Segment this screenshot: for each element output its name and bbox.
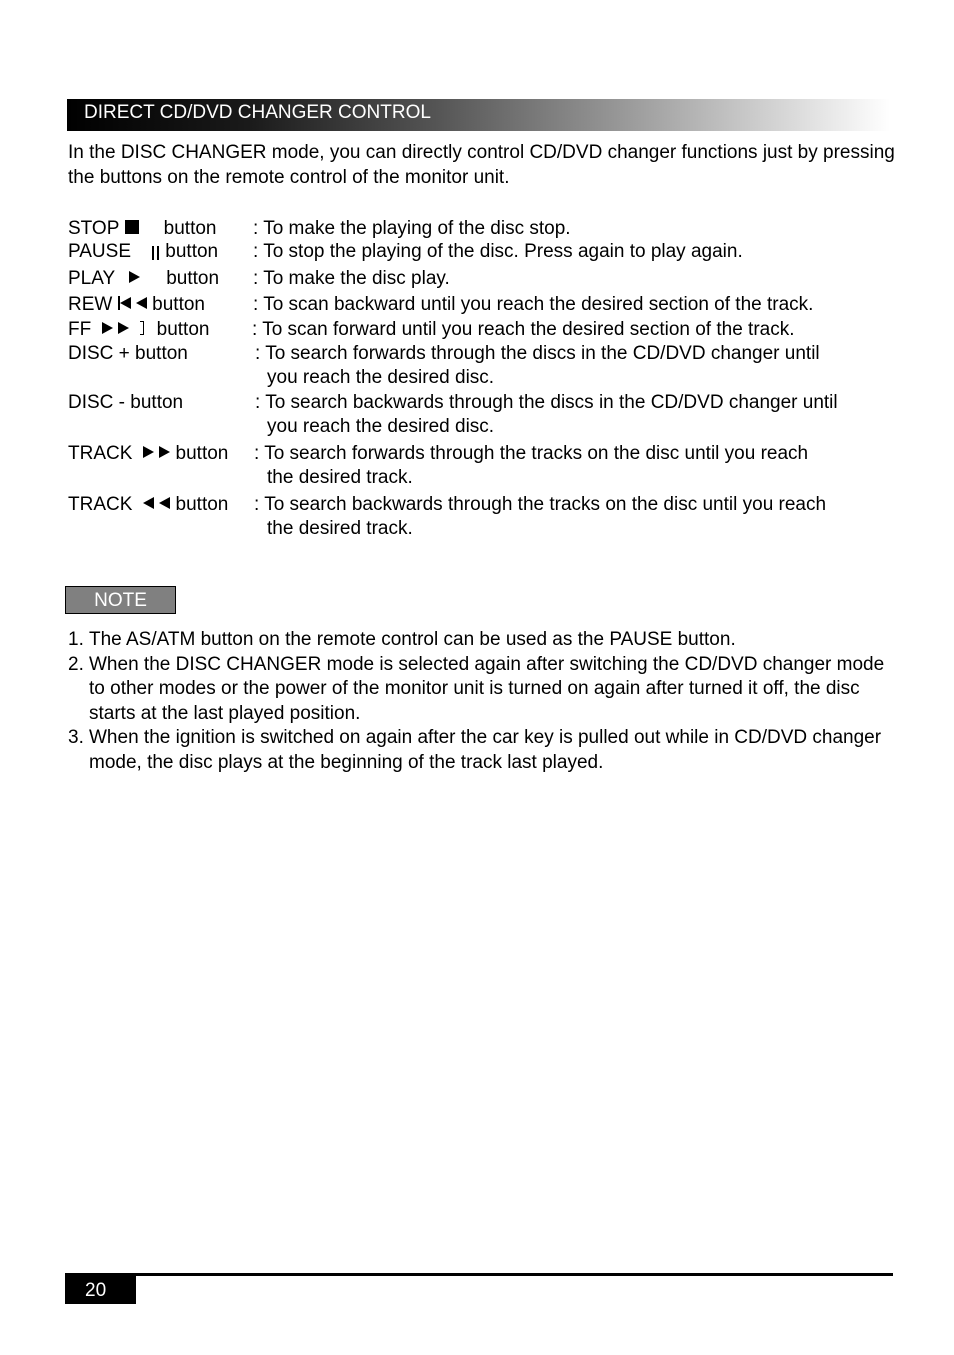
control-name: STOP xyxy=(68,218,120,239)
control-name: PLAY xyxy=(68,268,116,289)
control-label xyxy=(68,217,217,241)
pause-bars-icon xyxy=(151,246,160,260)
control-name: PAUSE xyxy=(68,241,132,262)
control-word: button xyxy=(156,319,210,340)
section-header: DIRECT CD/DVD CHANGER CONTROL xyxy=(67,99,890,131)
note-text: When the ignition is switched on again after the car key is pulled out while in CD/DVD changer mode, the disc plays at the beginning of the track last played. xyxy=(89,727,882,773)
control-name: REW xyxy=(68,294,113,315)
note-number: 3. xyxy=(68,727,84,748)
note-number: 2. xyxy=(68,653,84,675)
control-word: button xyxy=(175,443,229,464)
note-list xyxy=(68,628,898,775)
control-description: : To search forwards through the discs in the CD/DVD changer until xyxy=(255,343,820,364)
control-description: : To stop the playing of the disc. Press again to play again. xyxy=(253,241,743,262)
control-description: : To search backwards through the tracks on the disc until you reach xyxy=(254,494,827,515)
rewind-icon xyxy=(118,294,147,315)
control-description: : To search backwards through the discs in the CD/DVD changer until xyxy=(255,392,838,413)
control-label xyxy=(68,493,228,517)
note-number: 1. xyxy=(68,629,84,650)
control-name: TRACK xyxy=(68,494,133,515)
control-description-continued: you reach the desired disc. xyxy=(267,367,495,388)
control-label xyxy=(68,442,228,466)
control-description-continued: the desired track. xyxy=(267,467,413,488)
control-word: button xyxy=(175,494,229,515)
control-description: : To make the disc play. xyxy=(253,268,450,289)
track-backward-icon xyxy=(143,494,170,515)
footer-rule xyxy=(65,1273,893,1276)
note-item xyxy=(68,628,898,653)
control-label xyxy=(68,293,205,317)
control-word: button xyxy=(163,218,217,239)
control-label xyxy=(68,318,209,342)
control-name: DISC - button xyxy=(68,392,184,413)
note-item xyxy=(68,653,898,727)
control-description-continued: the desired track. xyxy=(267,518,413,539)
control-description-continued: you reach the desired disc. xyxy=(267,416,495,437)
control-name: TRACK xyxy=(68,443,133,464)
control-description: : To scan backward until you reach the desired section of the track. xyxy=(253,294,814,315)
control-label xyxy=(68,240,218,264)
control-word: button xyxy=(166,268,220,289)
control-word: button xyxy=(165,241,219,262)
control-word: button xyxy=(152,294,205,315)
note-badge: NOTE xyxy=(65,586,176,614)
note-text: The AS/ATM button on the remote control can be used as the PAUSE button. xyxy=(89,629,736,650)
control-name: DISC + button xyxy=(68,343,188,364)
fast-forward-icon xyxy=(102,319,144,340)
intro-paragraph: In the DISC CHANGER mode, you can directly control CD/DVD changer functions just by pressing the buttons on the remote control of the monitor unit. xyxy=(68,142,895,188)
track-forward-icon xyxy=(143,443,170,464)
control-name: FF xyxy=(68,319,92,340)
control-description: : To scan forward until you reach the desired section of the track. xyxy=(252,319,795,340)
play-triangle-icon xyxy=(129,271,140,283)
control-description: : To search forwards through the tracks on the disc until you reach xyxy=(254,443,809,464)
note-item xyxy=(68,726,898,775)
stop-square-icon xyxy=(125,220,139,234)
control-label xyxy=(68,267,219,291)
note-text: When the DISC CHANGER mode is selected again after switching the CD/DVD changer mode to other modes or the power of the monitor unit is turned on again after turned it off, the disc starts at the last played position. xyxy=(89,653,885,724)
page-number: 20 xyxy=(65,1276,136,1304)
control-description: : To make the playing of the disc stop. xyxy=(253,218,571,239)
